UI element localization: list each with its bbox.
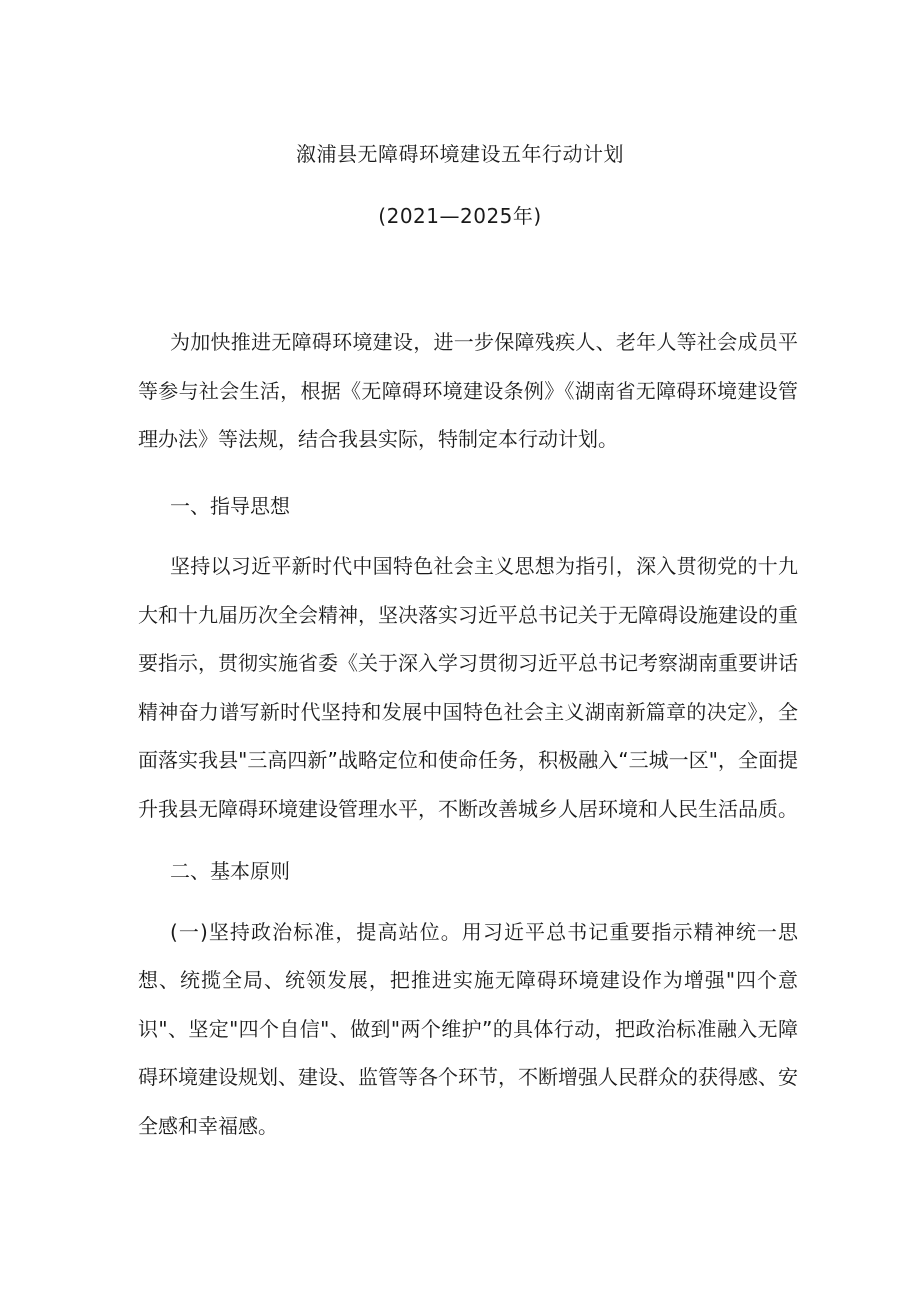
section-heading-guiding-ideology: 一、指导思想 xyxy=(170,493,290,518)
document-subtitle: (2021—2025年) xyxy=(378,204,542,228)
section-heading-basic-principles: 二、基本原则 xyxy=(170,859,290,883)
document-title: 溆浦县无障碍环境建设五年行动计划 xyxy=(296,142,624,166)
section-paragraph-basic-principles: (一)坚持政治标准，提高站位。用习近平总书记重要指示精神统一思想、统揽全局、统领发展，把推进实施无障碍环境建设作为增强"四个意识"、坚定"四个自信"、做到"两个维护”的具体行动，把政治标准融入无障碍环境建设规划、建设、监管等各个环节，不断增强人民群众的获得感、安全感和幸福感。 xyxy=(138,919,798,1138)
intro-paragraph: 为加快推进无障碍环境建设，进一步保障残疾人、老年人等社会成员平等参与社会生活，根据《无障碍环境建设条例》《湖南省无障碍环境建设管理办法》等法规，结合我县实际，特制定本行动计划。 xyxy=(138,330,798,451)
document-body xyxy=(138,318,798,1150)
section-paragraph-guiding-ideology: 坚持以习近平新时代中国特色社会主义思想为指引，深入贯彻党的十九大和十九届历次全会精神，坚决落实习近平总书记关于无障碍设施建设的重要指示，贯彻实施省委《关于深入学习贯彻习近平总书记考察湖南重要讲话精神奋力谱写新时代坚持和发展中国特色社会主义湖南新篇章的决定》，全面落实我县"三高四新”战略定位和使命任务，积极融入“三城一区"，全面提升我县无障碍环境建设管理水平，不断改善城乡人居环境和人民生活品质。 xyxy=(138,554,798,821)
